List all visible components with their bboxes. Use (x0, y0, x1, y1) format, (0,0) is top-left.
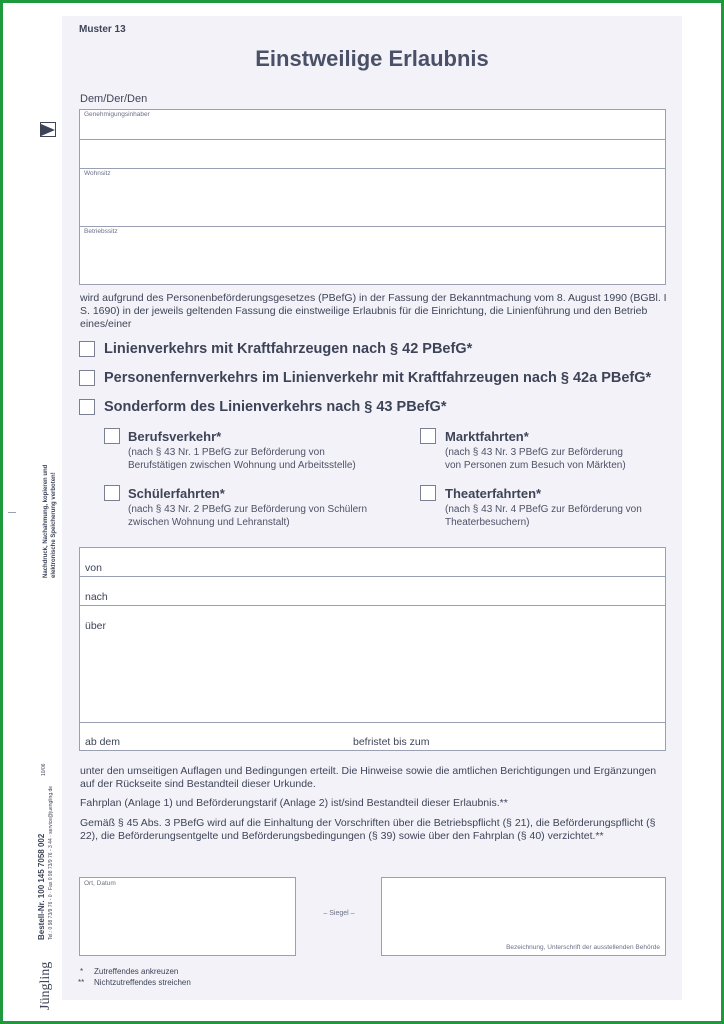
form-number: Muster 13 (79, 24, 126, 35)
desc-marktfahrten-1: (nach § 43 Nr. 3 PBefG zur Beförderung (445, 447, 623, 458)
holder-label: Genehmigungsinhaber (84, 111, 150, 118)
place-date-label: Ort, Datum (84, 880, 116, 887)
business-field[interactable] (80, 227, 665, 284)
desc-schuelerfahrten-2: zwischen Wohnung und Lehranstalt) (128, 517, 290, 528)
option-checkbox-42[interactable] (79, 341, 95, 357)
desc-schuelerfahrten-1: (nach § 43 Nr. 2 PBefG zur Beförderung von Schülern (128, 504, 368, 515)
print-code: 10/06 (41, 763, 47, 776)
copyright-line-2: elektronische Speicherung verboten! (51, 472, 57, 578)
checkbox-marktfahrten[interactable] (420, 428, 436, 444)
footnote-2: Nichtzutreffendes streichen (94, 978, 191, 987)
checkbox-theaterfahrten[interactable] (420, 485, 436, 501)
ueber-field[interactable] (80, 633, 665, 721)
option-label-42a: Personenfernverkehrs im Linienverkehr mit Kraftfahrzeugen nach § 42a PBefG* (104, 370, 652, 386)
fold-marker-icon (40, 122, 58, 138)
desc-theaterfahrten-2: Theaterbesuchern) (445, 517, 530, 528)
brand-logo: Jüngling (38, 961, 53, 1010)
checkbox-berufsverkehr[interactable] (104, 428, 120, 444)
conditions-text: unter den umseitigen Auflagen und Bedingungen erteilt. Die Hinweise sowie die amtlichen Berichtigungen und Ergänzungen auf der Rückseite sind Bestandteil dieser Urkunde. (80, 765, 657, 790)
option-checkbox-42a[interactable] (79, 370, 95, 386)
residence-field[interactable] (80, 169, 665, 226)
holder-field-line-2[interactable] (80, 140, 665, 168)
nach-field[interactable] (110, 577, 665, 605)
befristet-field[interactable] (450, 723, 665, 750)
checkbox-schuelerfahrten[interactable] (104, 485, 120, 501)
nach-label: nach (85, 591, 108, 603)
desc-theaterfahrten-1: (nach § 43 Nr. 4 PBefG zur Beförderung von (445, 504, 642, 515)
von-field[interactable] (110, 548, 665, 576)
option-label-43: Sonderform des Linienverkehrs nach § 43 PBefG* (104, 399, 447, 415)
option-label-42: Linienverkehrs mit Kraftfahrzeugen nach § 42 PBefG* (104, 341, 473, 357)
addressee-label: Dem/Der/Den (80, 93, 148, 105)
option-checkbox-43[interactable] (79, 399, 95, 415)
footnote-marker-2: ** (78, 978, 85, 987)
label-marktfahrten: Marktfahrten* (445, 429, 529, 444)
authority-signature-box[interactable] (381, 877, 666, 956)
label-theaterfahrten: Theaterfahrten* (445, 486, 542, 501)
punch-mark (8, 512, 16, 513)
fahrplan-text: Fahrplan (Anlage 1) und Beförderungstarif (Anlage 2) ist/sind Bestandteil dieser Erlaubnis.** (80, 797, 508, 809)
desc-berufsverkehr-1: (nach § 43 Nr. 1 PBefG zur Beförderung von (128, 447, 325, 458)
ab-dem-field[interactable] (125, 723, 345, 750)
intro-text: wird aufgrund des Personenbeförderungsgesetzes (PBefG) in der Fassung der Bekanntmachung vom 8. August 1990 (BGBl. I S. 1690) in der jeweils geltenden Fassung die einstweilige Erlaubnis für die Einrichtung, die Linienführung und den Betrieb eines/einer (80, 292, 667, 330)
ueber-label: über (85, 620, 107, 632)
seal-label: – Siegel – (323, 910, 355, 917)
residence-label: Wohnsitz (84, 170, 111, 177)
divider (80, 605, 665, 606)
address-box (79, 109, 666, 285)
holder-field[interactable] (80, 110, 665, 139)
page-title: Einstweilige Erlaubnis (255, 46, 489, 71)
gemaess-text: Gemäß § 45 Abs. 3 PBefG wird auf die Einhaltung der Vorschriften über die Betriebspflicht (§ 21), die Beförderungspflicht (§ 22), die Beförderungsentgelte und Beförderungsbedingungen (§ 39) sowie über den Fahrplan (§ 40) verzichtet.** (80, 817, 656, 842)
business-label: Betriebssitz (84, 228, 118, 235)
desc-berufsverkehr-2: Berufstätigen zwischen Wohnung und Arbeitsstelle) (128, 460, 356, 471)
copyright-line-1: Nachdruck, Nachahmung, kopieren und (43, 464, 49, 578)
label-schuelerfahrten: Schülerfahrten* (128, 486, 225, 501)
footnote-marker-1: * (80, 967, 84, 976)
desc-marktfahrten-2: von Personen zum Besuch von Märkten) (445, 460, 626, 471)
ab-dem-label: ab dem (85, 736, 121, 748)
von-label: von (85, 562, 102, 574)
place-date-box[interactable] (79, 877, 296, 956)
authority-label: Bezeichnung, Unterschrift der ausstellenden Behörde (506, 944, 660, 951)
route-box (79, 547, 666, 751)
order-number: Bestell-Nr. 100 145 7058 002 (37, 833, 46, 940)
footnote-1: Zutreffendes ankreuzen (94, 967, 179, 976)
contact-line: Tel.: 0 98 73/9 76 - 0 · Fax 0 98 73/9 76 - 3 44 · service@juengling.de (48, 785, 54, 940)
befristet-label: befristet bis zum (353, 736, 430, 748)
label-berufsverkehr: Berufsverkehr* (128, 429, 222, 444)
